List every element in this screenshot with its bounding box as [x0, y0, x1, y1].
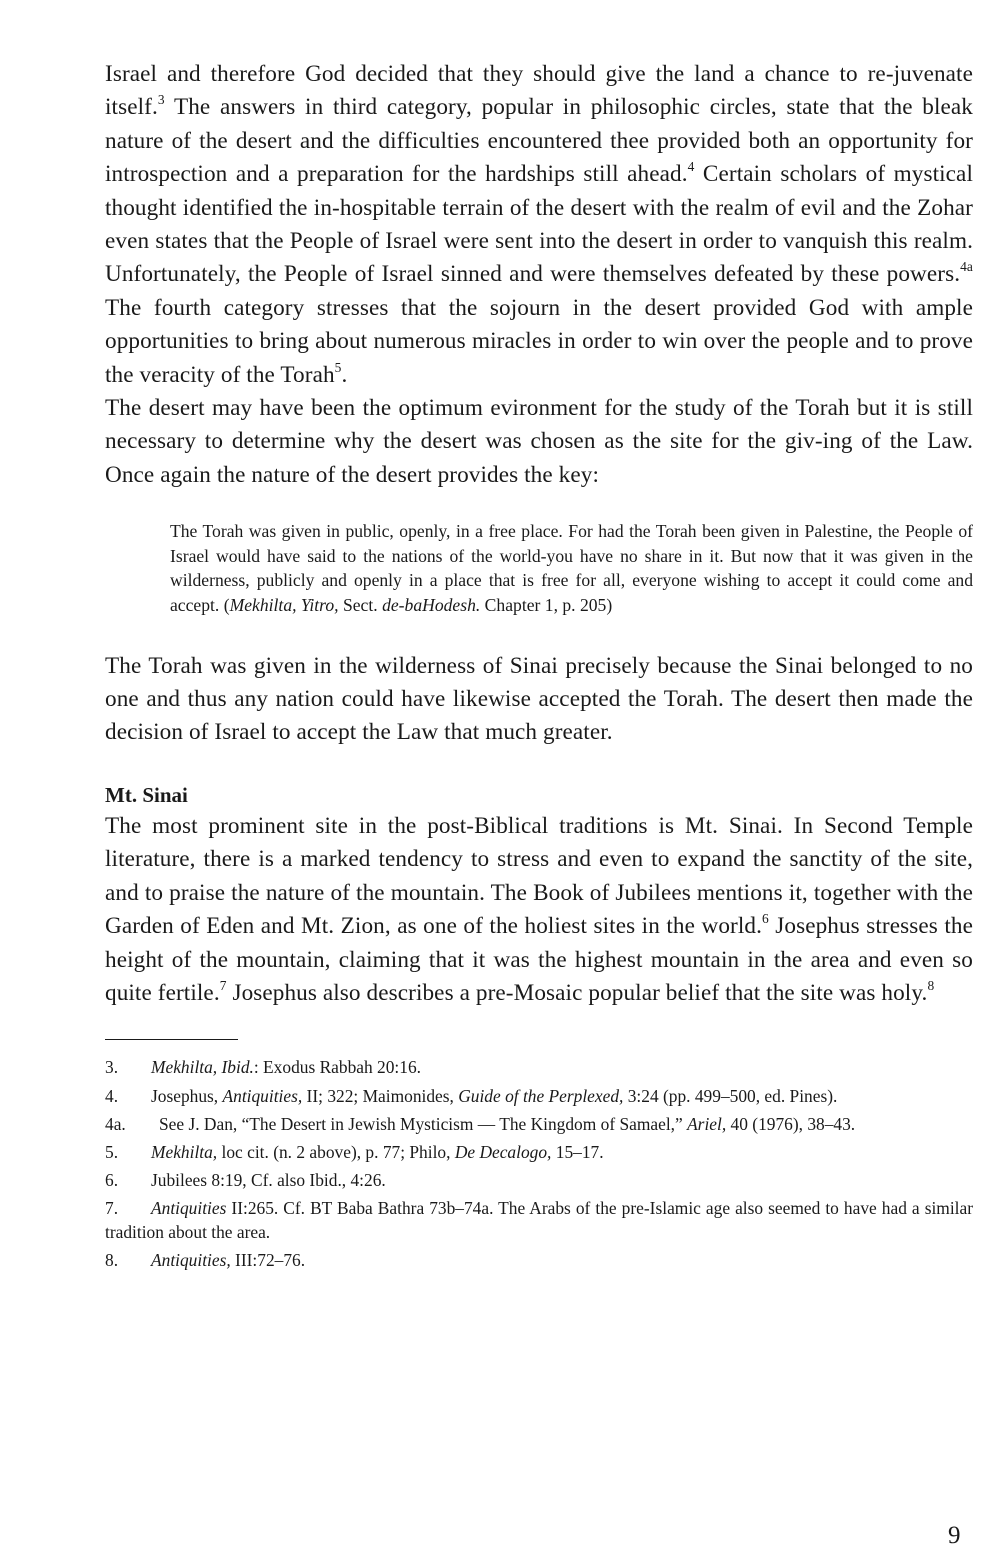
- text-run: 15–17.: [551, 1141, 604, 1162]
- footnote-number: 7.: [105, 1198, 119, 1219]
- text-run: The Torah was given in public, openly, in a free place. For had the Torah been given in Palestine, the People of Israel would have said to the nations of the world-you have no share in it. But now that it was given in the wilderness, publicly and openly in a place that is free for all, everyone wishing to accept it could come and accept. (: [170, 521, 973, 616]
- footnote-ref: 3: [157, 92, 165, 108]
- footnote-ref: 5: [334, 359, 342, 375]
- text-run: Josephus,: [151, 1085, 223, 1106]
- text-run: 40 (1976), 38–43.: [726, 1113, 856, 1134]
- footnote-number: 3.: [105, 1057, 119, 1078]
- italic-citation: De Decalogo,: [454, 1141, 552, 1162]
- footnote-4: [105, 1085, 973, 1108]
- footnote-5: [105, 1141, 973, 1164]
- body-paragraph-4: [105, 810, 973, 1010]
- italic-citation: Mekhilta, Ibid.: [151, 1057, 254, 1078]
- text-run: II; 322; Maimonides,: [302, 1085, 459, 1106]
- footnote-number: 4.: [105, 1085, 119, 1106]
- italic-citation: Antiquities: [151, 1198, 227, 1219]
- footnote-number: 5.: [105, 1141, 119, 1162]
- block-quote: [170, 519, 973, 617]
- text-run: The most prominent site in the post-Biblical traditions is Mt. Sinai. In Second Temple literature, there is a marked tendency to stress and even to expand the sanctity of the site, and to praise the nature of the mountain. The Book of Jubilees mentions it, together with the Garden of Eden and Mt. Zion, as one of the holiest sites in the world.: [105, 812, 973, 940]
- text-run: Israel and therefore God decided that they should give the land a chance to re-juvenate itself.: [105, 61, 973, 121]
- footnote-8: [105, 1249, 973, 1272]
- text-run: Jubilees 8:19, Cf. also Ibid., 4:26.: [151, 1170, 386, 1191]
- page-number: 9: [948, 1522, 961, 1549]
- text-run: Josephus also describes a pre-Mosaic popular belief that the site was holy.: [226, 979, 928, 1006]
- footnote-ref: 4a: [960, 259, 973, 275]
- footnote-number: 4a.: [105, 1113, 126, 1134]
- italic-citation: Guide of the Perplexed,: [458, 1085, 624, 1106]
- text-run: : Exodus Rabbah 20:16.: [253, 1057, 422, 1078]
- italic-citation: Antiquities,: [151, 1249, 231, 1270]
- italic-citation: Mekhilta, Yitro,: [229, 595, 339, 616]
- footnote-6: [105, 1169, 973, 1192]
- text-run: Sect.: [338, 595, 383, 616]
- body-paragraph-3: The Torah was given in the wilderness of Sinai precisely because the Sinai belonged to no one and thus any nation could have likewise accepted the Torah. The desert then made the decision of Israel to accept the Law that much greater.: [105, 652, 973, 746]
- text-run: III:72–76.: [230, 1249, 306, 1270]
- text-run: The answers in third category, popular in philosophic circles, state that the bleak nature of the desert and the difficulties encountered thee provided both an opportunity for introspection and a preparation for the hardships still ahead.: [105, 94, 973, 188]
- text-run: .: [341, 361, 348, 388]
- text-run: The fourth category stresses that the sojourn in the desert provided God with ample opportunities to bring about numerous miracles in order to win over the people and to prove the veracity of the Torah: [105, 294, 973, 388]
- footnote-ref: 7: [219, 977, 227, 993]
- italic-citation: Antiquities,: [222, 1085, 303, 1106]
- footnote-divider: [105, 1039, 238, 1040]
- footnote-number: 6.: [105, 1170, 119, 1191]
- section-heading: Mt. Sinai: [105, 782, 188, 807]
- italic-citation: Ariel,: [687, 1113, 727, 1134]
- page-content: [105, 58, 973, 1277]
- text-run: Certain scholars of mystical thought identified the in-hospitable terrain of the desert with the realm of evil and the Zohar even states that the People of Israel were sent into the desert in order to vanquish this realm. Unfortunately, the People of Israel sinned and were themselves defeated by these powers.: [105, 161, 973, 288]
- footnote-number: 8.: [105, 1249, 119, 1270]
- text-run: Josephus stresses the height of the mountain, claiming that it was the highest mountain in the area and even so quite fertile.: [105, 913, 973, 1006]
- text-run: 3:24 (pp. 499–500, ed. Pines).: [623, 1085, 838, 1106]
- text-run: Chapter 1, p. 205): [480, 595, 613, 616]
- footnotes: [105, 1056, 973, 1272]
- footnote-7: [105, 1197, 973, 1243]
- text-run: II:265. Cf. BT Baba Bathra 73b–74a. The Arabs of the pre-Islamic age also seemed to have had a similar tradition about the area.: [105, 1198, 973, 1242]
- body-paragraph-2: The desert may have been the optimum evironment for the study of the Torah but it is still necessary to determine why the desert was chosen as the site for the giv-ing of the Law. Once again the nature of the desert provides the key:: [105, 395, 973, 488]
- footnote-ref: 6: [761, 911, 769, 927]
- footnote-3: [105, 1056, 973, 1079]
- footnote-ref: 8: [927, 977, 935, 993]
- italic-citation: de-baHodesh.: [382, 595, 481, 616]
- text-run: See J. Dan, “The Desert in Jewish Mysticism — The Kingdom of Samael,”: [159, 1113, 688, 1134]
- italic-citation: Mekhilta,: [151, 1141, 218, 1162]
- body-paragraph-1: [105, 58, 973, 392]
- text-run: loc cit. (n. 2 above), p. 77; Philo,: [217, 1141, 455, 1162]
- footnote-4a: [105, 1113, 973, 1136]
- footnote-ref: 4: [687, 159, 695, 175]
